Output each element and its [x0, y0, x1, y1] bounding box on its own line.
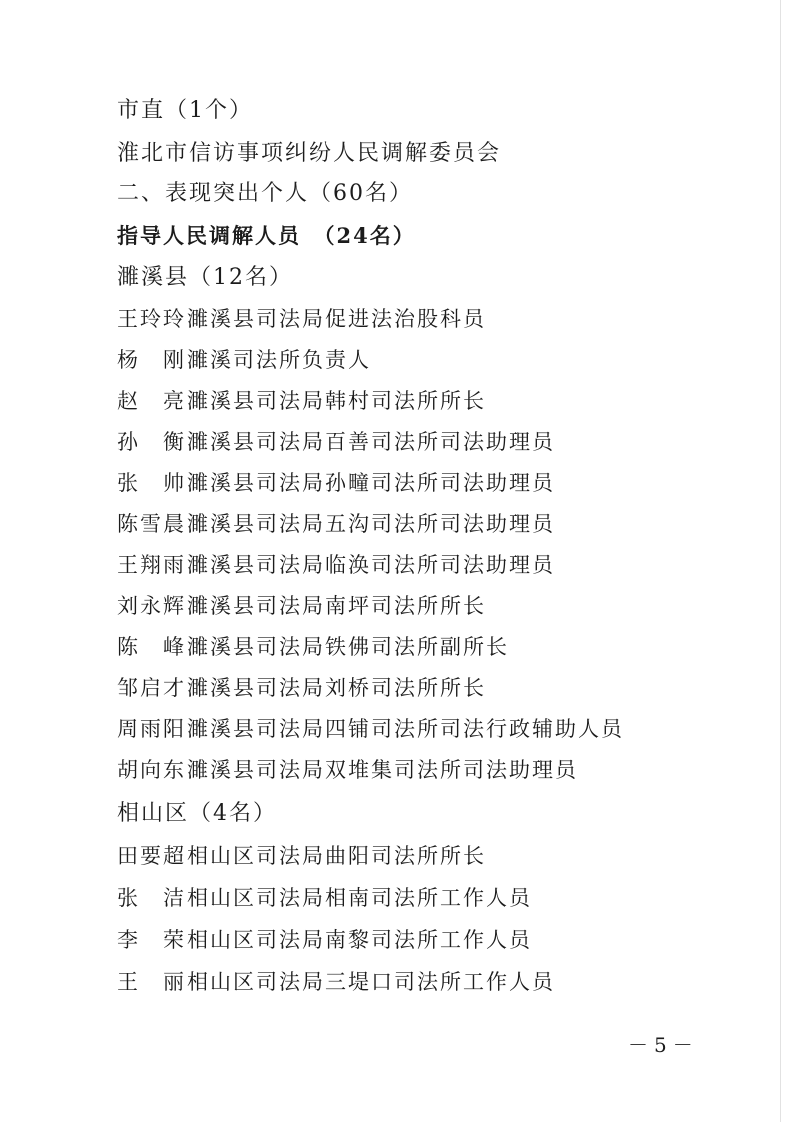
person-name: 孙 衡: [117, 430, 186, 454]
list-item: [117, 633, 509, 661]
list-item: [117, 842, 486, 870]
person-name: 张 帅: [117, 471, 186, 495]
person-name: 陈雪晨: [117, 512, 186, 536]
person-role: 濉溪司法所负责人: [187, 348, 371, 372]
person-name: 刘永辉: [117, 594, 186, 618]
list-item: [117, 387, 486, 415]
part2-heading: 二、表现突出个人（60名）: [117, 181, 413, 206]
person-name: 杨 刚: [117, 348, 186, 372]
person-role: 相山区司法局相南司法所工作人员: [187, 886, 532, 910]
city-heading: 市直（1个）: [117, 98, 253, 123]
person-role: 相山区司法局曲阳司法所所长: [187, 844, 486, 868]
person-role: 濉溪县司法局孙疃司法所司法助理员: [187, 471, 555, 495]
page-number: －5－: [628, 1033, 699, 1057]
person-name: 邹启才: [117, 676, 186, 700]
guide-heading: 指导人民调解人员 （24名）: [117, 223, 416, 248]
person-name: 张 洁: [117, 886, 186, 910]
list-item: [117, 756, 578, 784]
person-name: 田要超: [117, 844, 186, 868]
list-item: [117, 346, 371, 374]
person-name: 胡向东: [117, 758, 186, 782]
person-name: 周雨阳: [117, 717, 186, 741]
person-role: 濉溪县司法局五沟司法所司法助理员: [187, 512, 555, 536]
person-role: 濉溪县司法局促进法治股科员: [187, 307, 486, 331]
list-item: [117, 510, 555, 538]
person-role: 濉溪县司法局铁佛司法所副所长: [187, 635, 509, 659]
person-name: 李 荣: [117, 928, 186, 952]
person-name: 陈 峰: [117, 635, 186, 659]
list-item: [117, 592, 486, 620]
person-name: 赵 亮: [117, 389, 186, 413]
person-role: 濉溪县司法局刘桥司法所所长: [187, 676, 486, 700]
person-role: 濉溪县司法局临涣司法所司法助理员: [187, 553, 555, 577]
page-edge-line: [780, 0, 781, 1122]
list-item: [117, 926, 532, 954]
list-item: [117, 968, 555, 996]
person-name: 王 丽: [117, 970, 186, 994]
person-role: 相山区司法局南黎司法所工作人员: [187, 928, 532, 952]
suixi-heading: 濉溪县（12名）: [117, 265, 293, 290]
list-item: [117, 715, 624, 743]
list-item: [117, 551, 555, 579]
xiangshan-heading: 相山区（4名）: [117, 801, 277, 826]
list-item: [117, 884, 532, 912]
person-role: 濉溪县司法局百善司法所司法助理员: [187, 430, 555, 454]
person-name: 王玲玲: [117, 307, 186, 331]
list-item: [117, 428, 555, 456]
person-role: 濉溪县司法局四铺司法所司法行政辅助人员: [187, 717, 624, 741]
list-item: [117, 469, 555, 497]
person-role: 濉溪县司法局双堆集司法所司法助理员: [187, 758, 578, 782]
person-role: 濉溪县司法局南坪司法所所长: [187, 594, 486, 618]
person-name: 王翔雨: [117, 553, 186, 577]
person-role: 相山区司法局三堤口司法所工作人员: [187, 970, 555, 994]
city-org: 淮北市信访事项纠纷人民调解委员会: [117, 141, 502, 166]
person-role: 濉溪县司法局韩村司法所所长: [187, 389, 486, 413]
list-item: [117, 305, 486, 333]
list-item: [117, 674, 486, 702]
